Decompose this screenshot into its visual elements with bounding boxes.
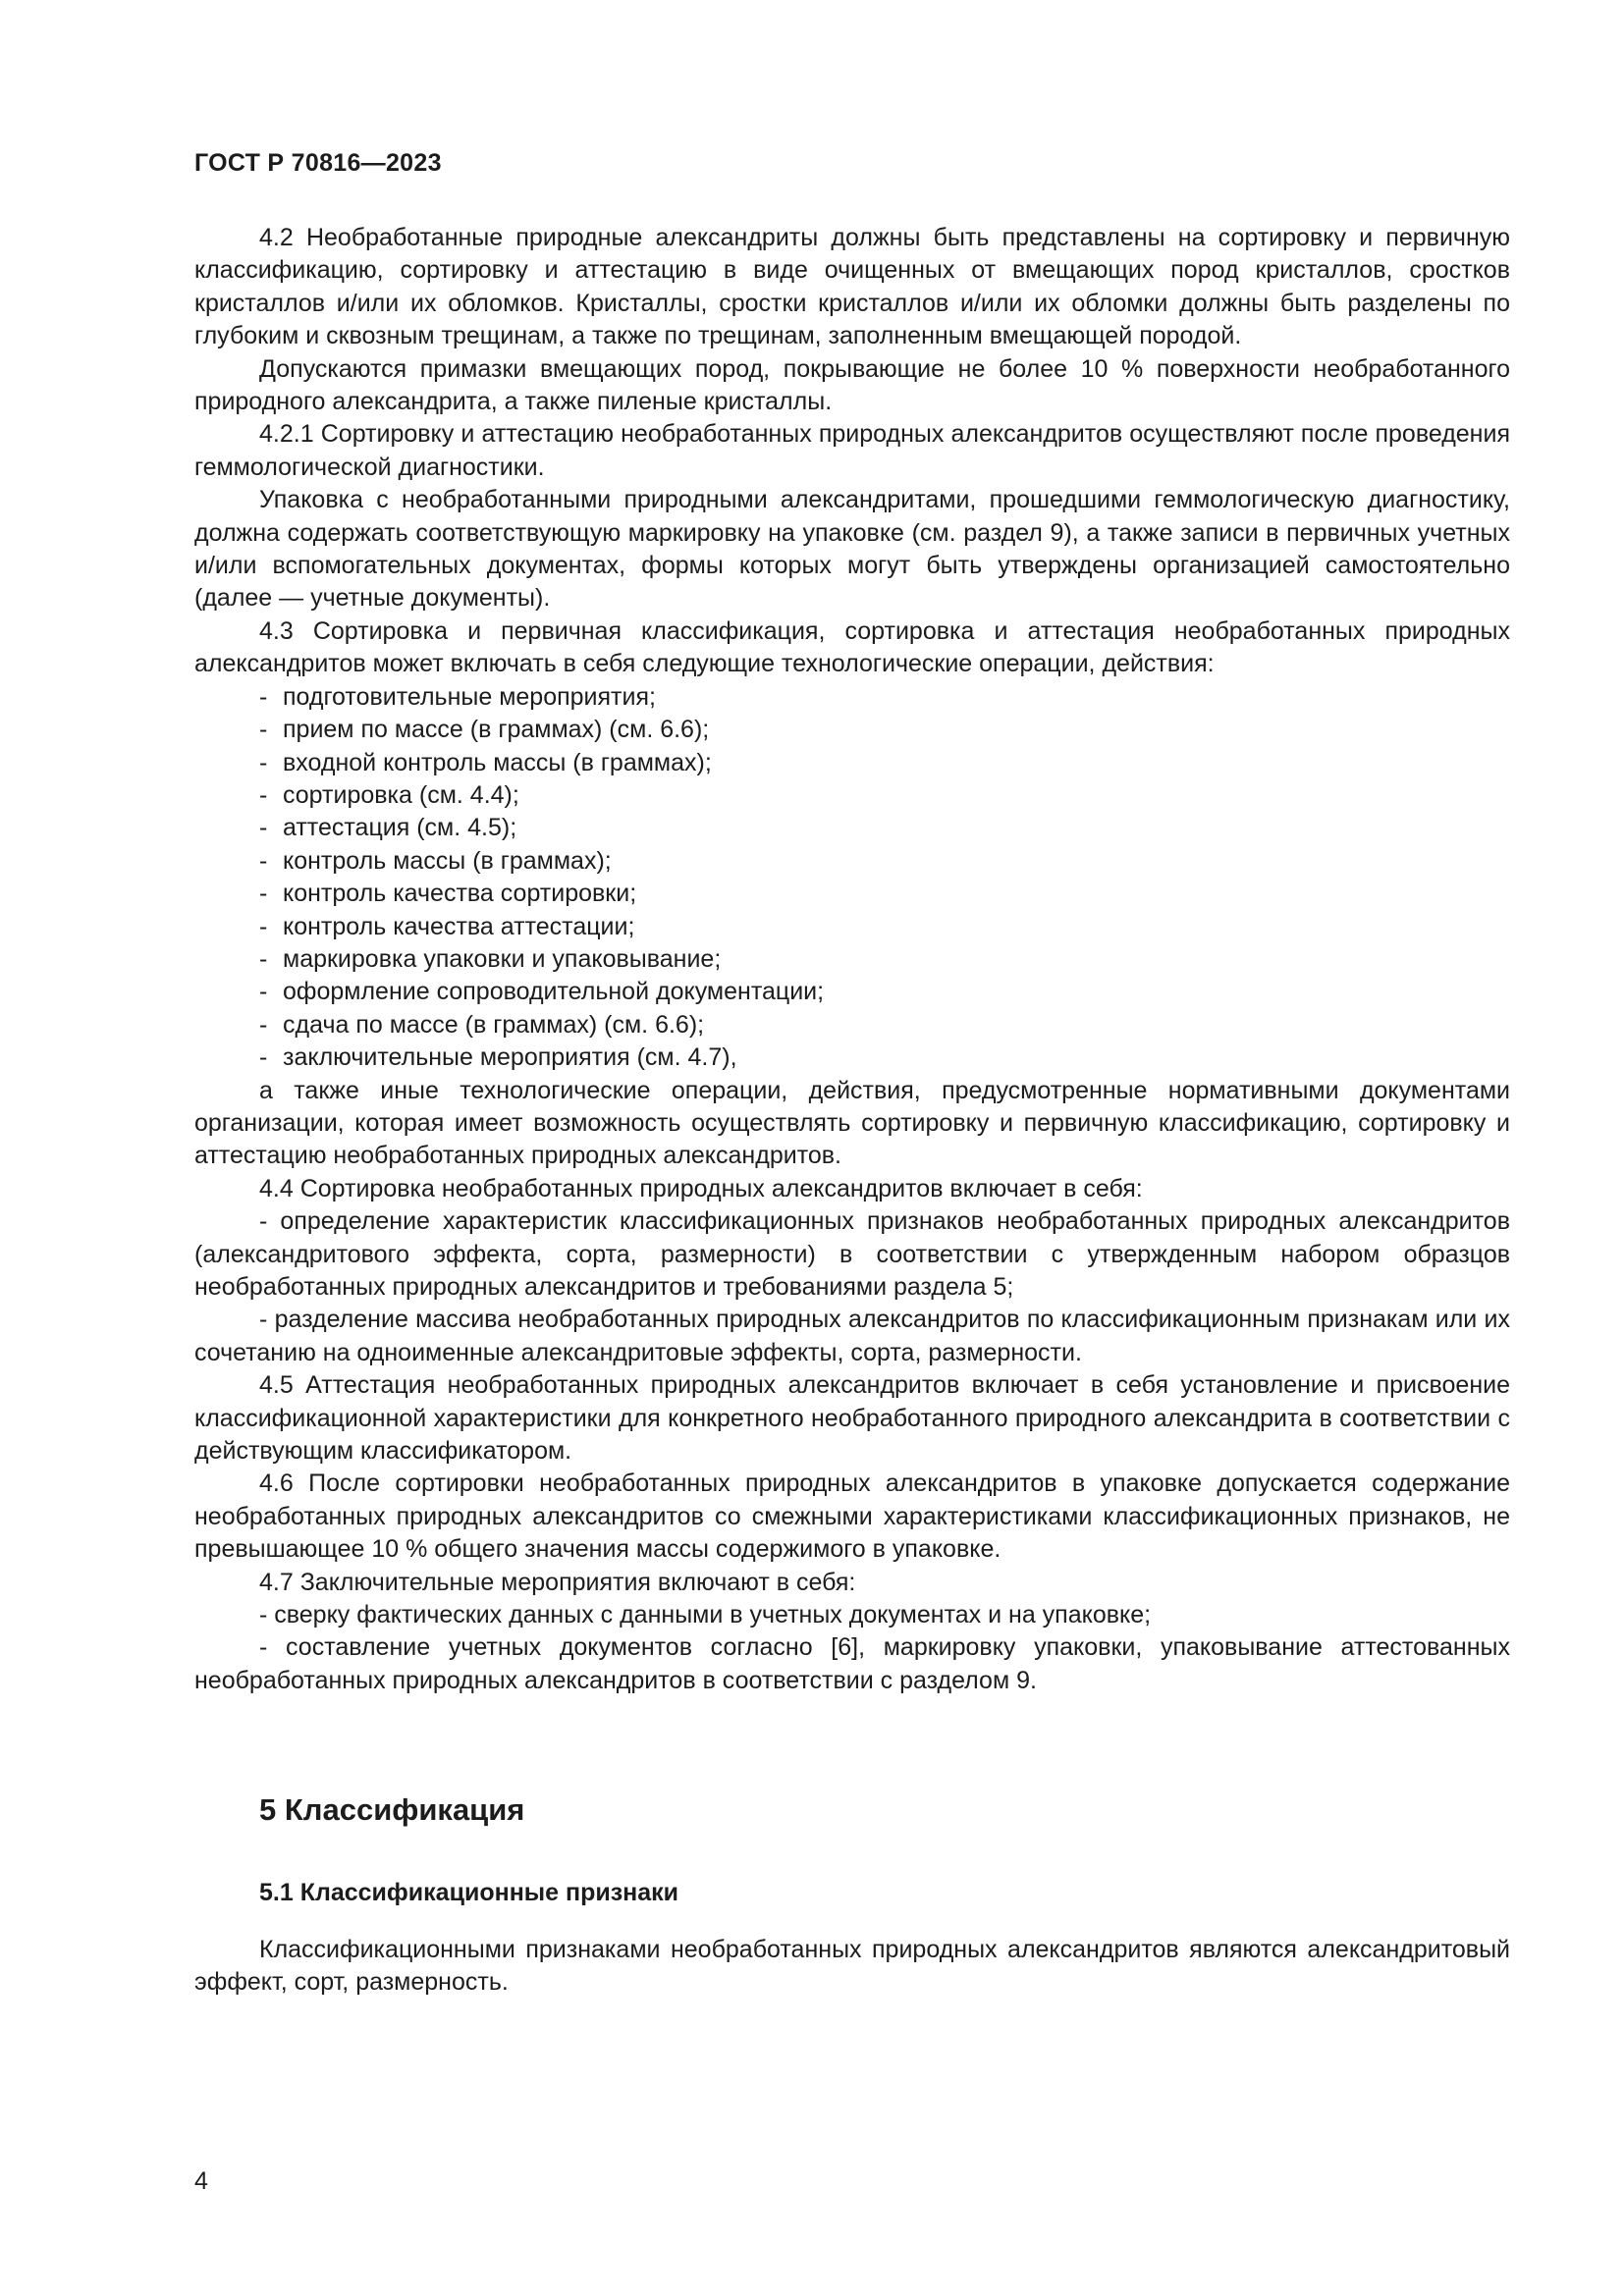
paragraph-4-7-item-a: - сверку фактических данных с данными в учетных документах и на упаковке; bbox=[259, 1601, 1152, 1629]
list-item-text: аттестация (см. 4.5); bbox=[283, 814, 517, 842]
list-item bbox=[194, 681, 1510, 714]
subsection-5-1-title: 5.1 Классификационные признаки bbox=[259, 1879, 679, 1906]
paragraph-4-2: 4.2 Необработанные природные александриты должны быть представлены на сортировку и первичную классификацию, сортировку и аттестацию в виде очищенных от вмещающих пород кристаллов, сростков кристаллов и/или их обломков. Кристаллы, сростки кристаллов и/или их обломки должны быть разделены по глубоким и сквозным трещинам, а также по трещинам, заполненным вмещающей породой. bbox=[194, 224, 1510, 350]
list-item-text: подготовительные мероприятия; bbox=[283, 682, 656, 711]
list-item-text: оформление сопроводительной документации; bbox=[283, 978, 825, 1006]
list-item bbox=[194, 812, 1510, 844]
list-item-text: входной контроль массы (в граммах); bbox=[283, 748, 712, 776]
list-marker: - bbox=[259, 1043, 268, 1072]
list-item bbox=[194, 943, 1510, 976]
list-item bbox=[194, 911, 1510, 943]
list-marker: - bbox=[259, 748, 268, 776]
list-item-text: сдача по массе (в граммах) (см. 6.6); bbox=[283, 1010, 705, 1039]
paragraph-4-4-item-a: - определение характеристик классификационных признаков необработанных природных александритов (александритового эффекта, сорта, размерности) в соответствии с утвержденным набором образцов необработанных природных александритов и требованиями раздела 5; bbox=[194, 1207, 1510, 1301]
list-item bbox=[194, 1041, 1510, 1074]
list-item bbox=[194, 845, 1510, 878]
list-marker: - bbox=[259, 1010, 268, 1039]
list-item bbox=[194, 714, 1510, 746]
paragraph-4-6: 4.6 После сортировки необработанных природных александритов в упаковке допускается содержание необработанных природных александритов со смежными характеристиками классификационных признаков, не превышающее 10 % общего значения массы содержимого в упаковке. bbox=[194, 1469, 1510, 1564]
list-item bbox=[194, 747, 1510, 779]
paragraph-4-2-1-continuation: Упаковка с необработанными природными александритами, прошедшими геммологическую диагностику, должна содержать соответствующую маркировку на упаковке (см. раздел 9), а также записи в первичных учетных и/или вспомогательных документах, формы которых могут быть утверждены организацией самостоятельно (далее — учетные документы). bbox=[194, 486, 1510, 613]
list-marker: - bbox=[259, 944, 268, 973]
paragraph-4-3: 4.3 Сортировка и первичная классификация, сортировка и аттестация необработанных природных александритов может включать в себя следующие технологические операции, действия: bbox=[194, 616, 1510, 678]
list-item-text: прием по массе (в граммах) (см. 6.6); bbox=[283, 716, 710, 744]
section-4-body bbox=[194, 222, 1510, 1697]
page-number: 4 bbox=[194, 2167, 208, 2195]
paragraph-4-4-item-b: - разделение массива необработанных природных александритов по классификационным признакам или их сочетанию на одноименные александритовые эффекты, сорта, размерности. bbox=[194, 1306, 1510, 1366]
list-item bbox=[194, 878, 1510, 910]
section-5-1-body bbox=[194, 1934, 1510, 2000]
paragraph-4-2-1: 4.2.1 Сортировку и аттестацию необработанных природных александритов осуществляют после проведения геммологической диагностики. bbox=[194, 420, 1510, 481]
list-marker: - bbox=[259, 880, 268, 908]
list-marker: - bbox=[259, 682, 268, 711]
list-item-text: контроль массы (в граммах); bbox=[283, 846, 612, 875]
list-item-text: контроль качества сортировки; bbox=[283, 880, 637, 908]
list-marker: - bbox=[259, 846, 268, 875]
list-marker: - bbox=[259, 716, 268, 744]
list-marker: - bbox=[259, 780, 268, 809]
document-code-header: ГОСТ Р 70816—2023 bbox=[194, 149, 442, 177]
list-item bbox=[194, 976, 1510, 1008]
paragraph-4-2-continuation: Допускаются примазки вмещающих пород, покрывающие не более 10 % поверхности необработанного природного александрита, а также пиленые кристаллы. bbox=[194, 354, 1510, 416]
operations-list bbox=[194, 681, 1510, 1075]
list-item-text: маркировка упаковки и упаковывание; bbox=[283, 944, 722, 973]
paragraph-4-7-item-b: - составление учетных документов согласно [6], маркировку упаковки, упаковывание аттестованных необработанных природных александритов в соответствии с разделом 9. bbox=[194, 1633, 1510, 1694]
list-item-text: заключительные мероприятия (см. 4.7), bbox=[283, 1043, 737, 1072]
paragraph-4-7: 4.7 Заключительные мероприятия включают в себя: bbox=[259, 1568, 856, 1596]
section-5-title: 5 Классификация bbox=[259, 1792, 525, 1827]
paragraph-4-4: 4.4 Сортировка необработанных природных александритов включает в себя: bbox=[259, 1174, 1143, 1202]
paragraph-4-3-tail: а также иные технологические операции, действия, предусмотренные нормативными документами организации, которая имеет возможность осуществлять сортировку и первичную классификацию, сортировку и аттестацию необработанных природных александритов. bbox=[194, 1076, 1510, 1170]
list-item bbox=[194, 1009, 1510, 1041]
list-item-text: контроль качества аттестации; bbox=[283, 912, 635, 940]
list-marker: - bbox=[259, 814, 268, 842]
paragraph-5-1: Классификационными признаками необработанных природных александритов являются александритовый эффект, сорт, размерность. bbox=[194, 1936, 1510, 1997]
list-marker: - bbox=[259, 912, 268, 940]
paragraph-4-5: 4.5 Аттестация необработанных природных александритов включает в себя установление и присвоение классификационной характеристики для конкретного необработанного природного александрита в соответствии с действующим классификатором. bbox=[194, 1371, 1510, 1466]
list-item bbox=[194, 779, 1510, 812]
list-marker: - bbox=[259, 978, 268, 1006]
list-item-text: сортировка (см. 4.4); bbox=[283, 780, 519, 809]
